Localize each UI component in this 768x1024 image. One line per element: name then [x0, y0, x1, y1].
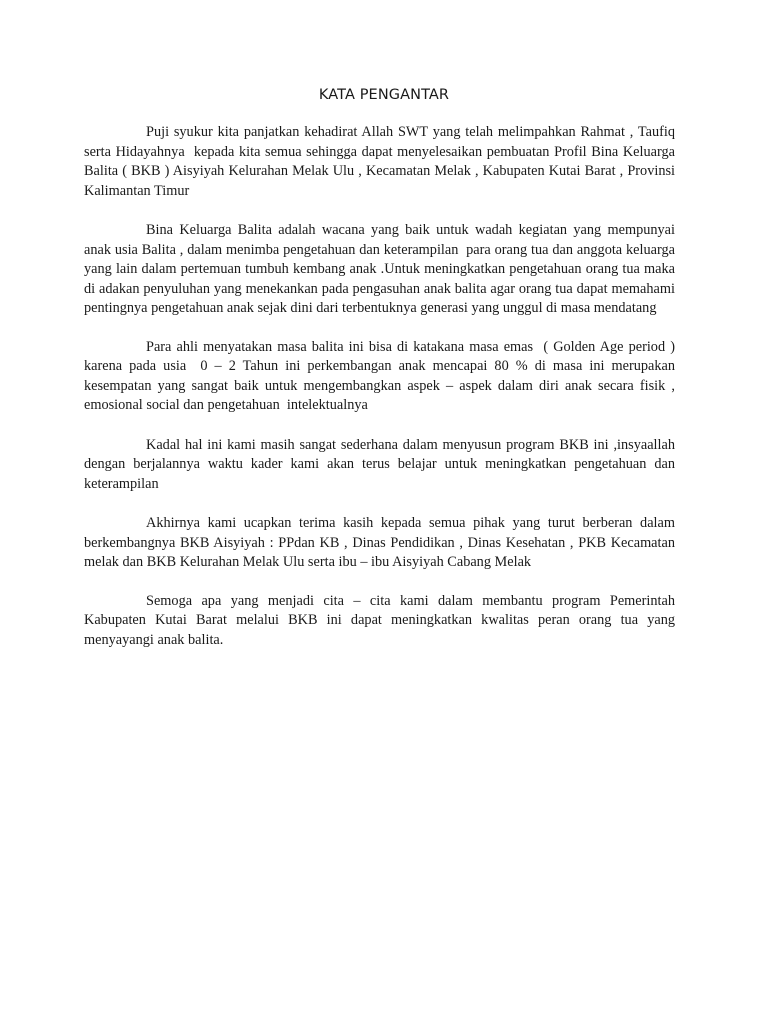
- paragraph-1: Puji syukur kita panjatkan kehadirat Allah SWT yang telah melimpahkan Rahmat , Taufiq serta Hidayahnya kepada kita semua sehingga dapat menyelesaikan pembuatan Profil Bina Keluarga Balita ( BKB ) Aisyiyah Kelurahan Melak Ulu , Kecamatan Melak , Kabupaten Kutai Barat , Provinsi Kalimantan Timur: [84, 124, 679, 199]
- paragraph-5: Akhirnya kami ucapkan terima kasih kepada semua pihak yang turut berberan dalam berkembangnya BKB Aisyiyah : PPdan KB , Dinas Pendidikan , Dinas Kesehatan , PKB Kecamatan melak dan BKB Kelurahan Melak Ulu serta ibu – ibu Aisyiyah Cabang Melak: [84, 515, 679, 570]
- page-title: KATA PENGANTAR: [318, 87, 450, 103]
- paragraph-2: Bina Keluarga Balita adalah wacana yang baik untuk wadah kegiatan yang mempunyai anak usia Balita , dalam menimba pengetahuan dan keterampilan para orang tua dan anggota keluarga yang lain dalam pertemuan tumbuh kembang anak .Untuk meningkatkan pengetahuan orang tua maka di adakan penyuluhan yang menekankan pada pengasuhan anak balita agar orang tua dapat memahami pentingnya pengetahuan anak sejak dini dari terbentuknya generasi yang unggul di masa mendatang: [84, 222, 679, 316]
- document-body: [84, 123, 679, 670]
- paragraph-4: Kadal hal ini kami masih sangat sederhana dalam menyusun program BKB ini ,insyaallah dengan berjalannya waktu kader kami akan terus belajar untuk meningkatkan pengetahuan dan keterampilan: [84, 436, 679, 492]
- paragraph-6: Semoga apa yang menjadi cita – cita kami dalam membantu program Pemerintah Kabupaten Kutai Barat melalui BKB ini dapat meningkatkan kwalitas peran orang tua yang menyayangi anak balita.: [84, 592, 679, 648]
- paragraph-3: Para ahli menyatakan masa balita ini bisa di katakana masa emas ( Golden Age period ) karena pada usia 0 – 2 Tahun ini perkembangan anak mencapai 80 % di masa ini merupakan kesempatan yang sangat baik untuk mengembangkan aspek – aspek dalam diri anak secara fisik , emosional social dan pengetahuan intelektualnya: [84, 338, 679, 413]
